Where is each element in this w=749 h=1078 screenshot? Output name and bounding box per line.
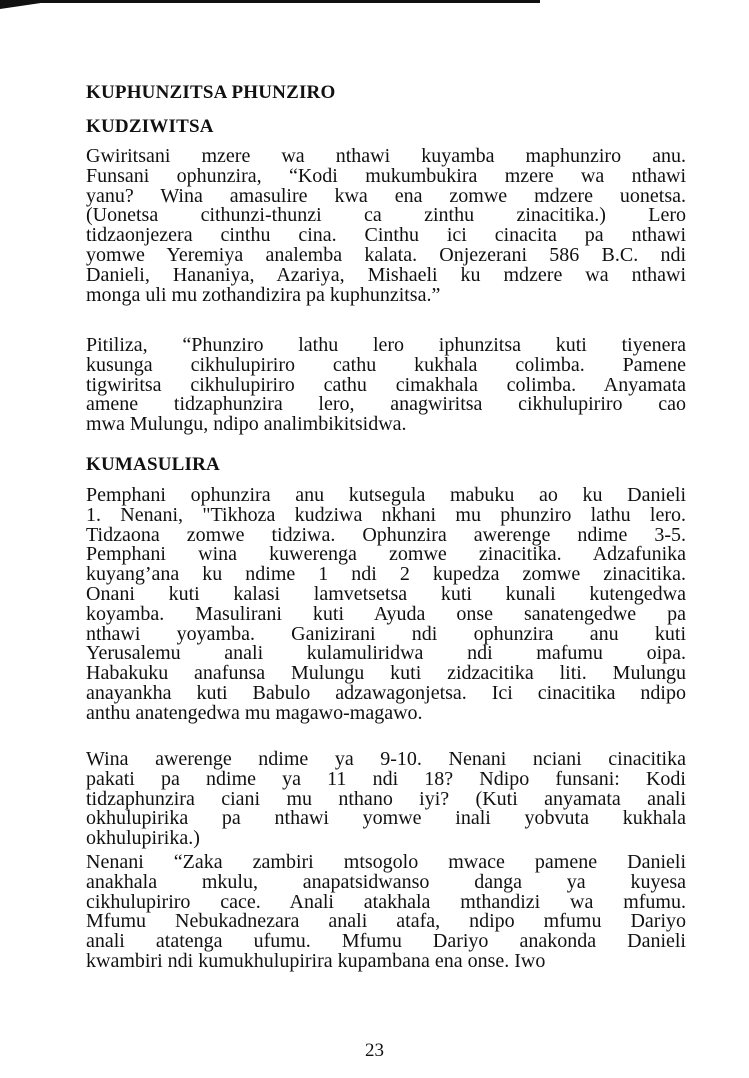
text-line: pakati pa ndime ya 11 ndi 18? Ndipo funsani: Kodi xyxy=(86,767,686,790)
text-line: cikhulupiriro cace. Anali atakhala mthandizi wa mfumu. xyxy=(86,890,686,913)
text-line: yanu? Wina amasulire kwa ena zomwe mdzere uonetsa. xyxy=(86,184,686,207)
text-line: amene tidzaphunzira lero, anagwiritsa cikhulupiriro cao xyxy=(86,393,686,416)
text-line: mwa Mulungu, ndipo analimbikitsidwa. xyxy=(86,413,407,436)
text-line: Pemphani wina kuwerenga zomwe zinacitika. Adzafunika xyxy=(86,543,686,566)
text-line: Nenani “Zaka zambiri mtsogolo mwace pamene Danieli xyxy=(86,851,686,873)
page-number: 23 xyxy=(365,1040,384,1061)
top-border-mark xyxy=(0,0,40,9)
text-line: anakhala mkulu, anapatsidwanso danga ya kuyesa xyxy=(86,870,686,893)
text-line: Danieli, Hananiya, Azariya, Mishaeli ku mdzere wa nthawi xyxy=(86,263,686,286)
text-line: Mfumu Nebukadnezara anali atafa, ndipo mfumu Dariyo xyxy=(86,910,686,933)
text-line: (Uonetsa cithunzi-thunzi ca zinthu zinacitika.) Lero xyxy=(86,204,686,227)
paragraph xyxy=(86,336,686,435)
text-line: monga uli mu zothandizira pa kuphunzitsa.” xyxy=(86,283,441,306)
text-line: kwambiri ndi kumukhulupirira kupambana ena onse. Iwo xyxy=(86,949,546,972)
text-line: Habakuku anafunsa Mulungu kuti zidzacitika liti. Mulungu xyxy=(86,662,686,685)
text-line: kuyang’ana ku ndime 1 ndi 2 kupedza zomwe zinacitika. xyxy=(86,563,686,586)
paragraph xyxy=(86,853,686,972)
text-line: yomwe Yeremiya analemba kalata. Onjezerani 586 B.C. ndi xyxy=(86,243,686,266)
text-line: 1. Nenani, "Tikhoza kudziwa nkhani mu phunziro lathu lero. xyxy=(86,503,686,526)
text-line: tidzaphunzira ciani mu nthano iyi? (Kuti anyamata anali xyxy=(86,787,686,810)
text-line: koyamba. Masulirani kuti Ayuda onse sanatengedwe pa xyxy=(86,602,686,625)
text-line: okhulupirika pa nthawi yomwe inali yobvuta kukhala xyxy=(86,807,686,830)
text-line: anthu anatengedwa mu magawo-magawo. xyxy=(86,701,423,724)
text-line: nthawi yoyamba. Ganizirani ndi ophunzira anu kuti xyxy=(86,622,686,645)
text-line: Onani kuti kalasi lamvetsetsa kuti kunali kutengedwa xyxy=(86,582,686,605)
text-line: Funsani ophunzira, “Kodi mukumbukira mzere wa nthawi xyxy=(86,164,686,187)
paragraph xyxy=(86,486,686,724)
text-line: Wina awerenge ndime ya 9-10. Nenani nciani cinacitika xyxy=(86,748,686,770)
text-line: kusunga cikhulupiriro cathu kukhala colimba. Pamene xyxy=(86,353,686,376)
text-line: Tidzaona zomwe tidziwa. Ophunzira awerenge ndime 3-5. xyxy=(86,523,686,546)
text-line: Pemphani ophunzira anu kutsegula mabuku ao ku Danieli xyxy=(86,484,686,506)
paragraph xyxy=(86,750,686,849)
text-line: Gwiritsani mzere wa nthawi kuyamba maphunziro anu. xyxy=(86,145,686,167)
text-line: tigwiritsa cikhulupiriro cathu cimakhala colimba. Anyamata xyxy=(86,373,686,396)
lesson-title: KUPHUNZITSA PHUNZIRO xyxy=(86,82,336,103)
text-line: Pitiliza, “Phunziro lathu lero iphunzitsa kuti tiyenera xyxy=(86,334,686,356)
text-line: okhulupirika.) xyxy=(86,827,200,850)
section-heading-intro: KUDZIWITSA xyxy=(86,116,214,137)
text-line: Yerusalemu anali kulamuliridwa ndi mafumu oipa. xyxy=(86,642,686,665)
text-line: tidzaonjezera cinthu cina. Cinthu ici cinacita pa nthawi xyxy=(86,224,686,247)
paragraph xyxy=(86,147,686,305)
top-border-line xyxy=(0,0,540,3)
text-line: anayankha kuti Babulo adzawagonjetsa. Ici cinacitika ndipo xyxy=(86,681,686,704)
text-line: anali atatenga ufumu. Mfumu Dariyo anakonda Danieli xyxy=(86,930,686,953)
section-heading-reading: KUMASULIRA xyxy=(86,454,220,475)
